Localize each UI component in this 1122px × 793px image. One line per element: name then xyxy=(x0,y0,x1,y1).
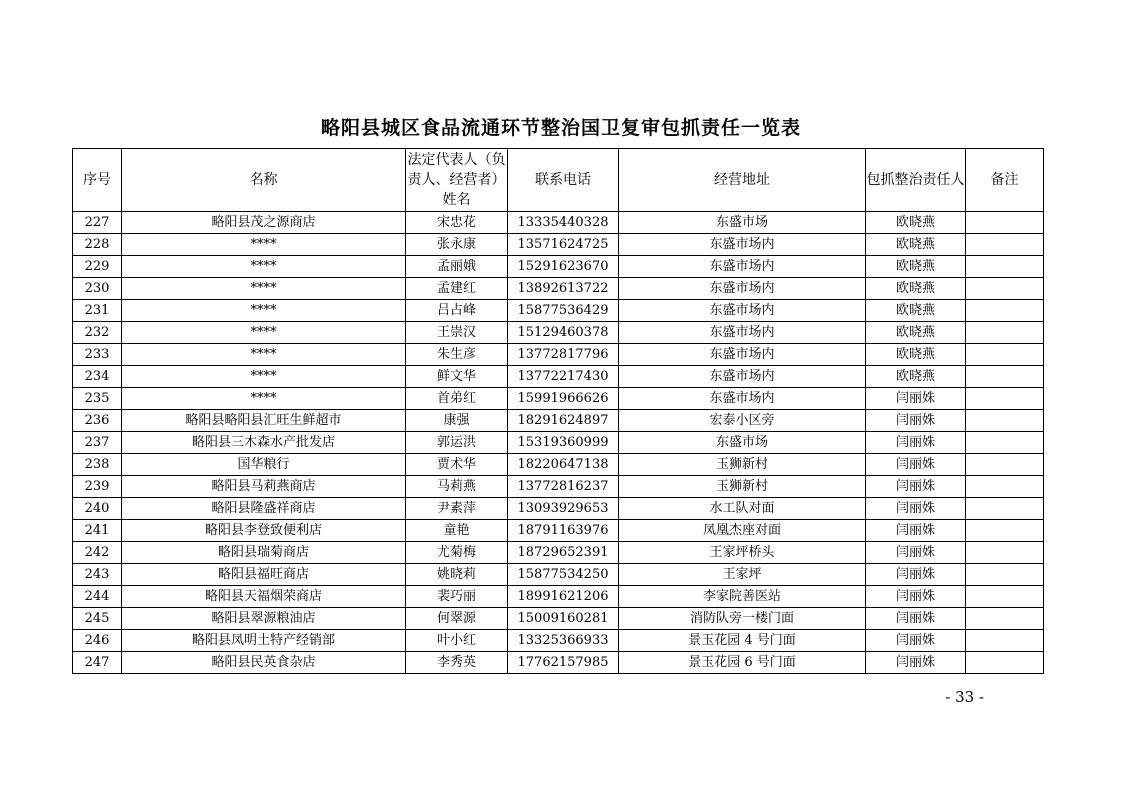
table-row xyxy=(73,366,1044,388)
cell-remark xyxy=(966,498,1044,520)
table-row xyxy=(73,388,1044,410)
cell-name: 略阳县马莉燕商店 xyxy=(122,476,406,498)
cell-name: **** xyxy=(122,256,406,278)
cell-address: 东盛市场内 xyxy=(619,256,866,278)
cell-representative: 贾术华 xyxy=(406,454,508,476)
cell-address: 东盛市场 xyxy=(619,432,866,454)
cell-phone: 15291623670 xyxy=(508,256,619,278)
cell-responsible: 闫丽姝 xyxy=(866,476,966,498)
cell-seq: 246 xyxy=(73,630,122,652)
cell-representative: 童艳 xyxy=(406,520,508,542)
table-row xyxy=(73,432,1044,454)
cell-remark xyxy=(966,652,1044,674)
cell-phone: 15877536429 xyxy=(508,300,619,322)
cell-seq: 239 xyxy=(73,476,122,498)
cell-responsible: 欧晓燕 xyxy=(866,344,966,366)
cell-seq: 232 xyxy=(73,322,122,344)
cell-phone: 13571624725 xyxy=(508,234,619,256)
cell-seq: 227 xyxy=(73,212,122,234)
cell-representative: 李秀英 xyxy=(406,652,508,674)
cell-seq: 247 xyxy=(73,652,122,674)
cell-address: 东盛市场 xyxy=(619,212,866,234)
page-number: - 33 - xyxy=(945,688,984,706)
cell-name: 略阳县略阳县汇旺生鲜超市 xyxy=(122,410,406,432)
cell-responsible: 闫丽姝 xyxy=(866,608,966,630)
cell-name: 略阳县三木森水产批发店 xyxy=(122,432,406,454)
cell-phone: 13892613722 xyxy=(508,278,619,300)
cell-responsible: 闫丽姝 xyxy=(866,652,966,674)
header-seq: 序号 xyxy=(73,149,122,212)
cell-phone: 18729652391 xyxy=(508,542,619,564)
cell-remark xyxy=(966,608,1044,630)
cell-responsible: 闫丽姝 xyxy=(866,564,966,586)
cell-seq: 238 xyxy=(73,454,122,476)
cell-remark xyxy=(966,432,1044,454)
table-row xyxy=(73,212,1044,234)
cell-representative: 张永康 xyxy=(406,234,508,256)
cell-name: **** xyxy=(122,344,406,366)
cell-seq: 240 xyxy=(73,498,122,520)
cell-representative: 孟丽娥 xyxy=(406,256,508,278)
cell-responsible: 欧晓燕 xyxy=(866,322,966,344)
cell-remark xyxy=(966,278,1044,300)
cell-representative: 姚晓莉 xyxy=(406,564,508,586)
cell-address: 景玉花园 6 号门面 xyxy=(619,652,866,674)
cell-responsible: 欧晓燕 xyxy=(866,212,966,234)
table-row xyxy=(73,498,1044,520)
cell-name: 略阳县瑞菊商店 xyxy=(122,542,406,564)
cell-remark xyxy=(966,520,1044,542)
table-row xyxy=(73,564,1044,586)
cell-representative: 郭运洪 xyxy=(406,432,508,454)
table-row xyxy=(73,586,1044,608)
cell-responsible: 闫丽姝 xyxy=(866,498,966,520)
table-row xyxy=(73,322,1044,344)
cell-phone: 13772217430 xyxy=(508,366,619,388)
cell-representative: 朱生彦 xyxy=(406,344,508,366)
cell-responsible: 欧晓燕 xyxy=(866,300,966,322)
cell-remark xyxy=(966,410,1044,432)
table-row xyxy=(73,542,1044,564)
cell-responsible: 闫丽姝 xyxy=(866,410,966,432)
cell-responsible: 欧晓燕 xyxy=(866,366,966,388)
cell-representative: 王崇汉 xyxy=(406,322,508,344)
cell-seq: 243 xyxy=(73,564,122,586)
header-phone: 联系电话 xyxy=(508,149,619,212)
responsibility-table xyxy=(72,148,1044,674)
cell-address: 东盛市场内 xyxy=(619,300,866,322)
cell-phone: 18220647138 xyxy=(508,454,619,476)
cell-phone: 15991966626 xyxy=(508,388,619,410)
cell-phone: 13772817796 xyxy=(508,344,619,366)
cell-remark xyxy=(966,212,1044,234)
cell-address: 东盛市场内 xyxy=(619,278,866,300)
cell-responsible: 欧晓燕 xyxy=(866,256,966,278)
header-row xyxy=(73,149,1044,212)
cell-phone: 13772816237 xyxy=(508,476,619,498)
cell-remark xyxy=(966,300,1044,322)
cell-representative: 康强 xyxy=(406,410,508,432)
table-row xyxy=(73,652,1044,674)
cell-phone: 15877534250 xyxy=(508,564,619,586)
cell-address: 宏泰小区旁 xyxy=(619,410,866,432)
header-remark: 备注 xyxy=(966,149,1044,212)
cell-responsible: 欧晓燕 xyxy=(866,278,966,300)
table-row xyxy=(73,520,1044,542)
cell-address: 消防队旁一楼门面 xyxy=(619,608,866,630)
cell-name: 略阳县隆盛祥商店 xyxy=(122,498,406,520)
table-row xyxy=(73,476,1044,498)
cell-phone: 18991621206 xyxy=(508,586,619,608)
header-name: 名称 xyxy=(122,149,406,212)
cell-phone: 18291624897 xyxy=(508,410,619,432)
cell-address: 东盛市场内 xyxy=(619,388,866,410)
cell-seq: 233 xyxy=(73,344,122,366)
cell-seq: 231 xyxy=(73,300,122,322)
cell-seq: 234 xyxy=(73,366,122,388)
cell-responsible: 闫丽姝 xyxy=(866,388,966,410)
cell-phone: 13335440328 xyxy=(508,212,619,234)
cell-name: 略阳县民英食杂店 xyxy=(122,652,406,674)
cell-remark xyxy=(966,366,1044,388)
header-address: 经营地址 xyxy=(619,149,866,212)
cell-seq: 244 xyxy=(73,586,122,608)
cell-name: 略阳县福旺商店 xyxy=(122,564,406,586)
cell-representative: 鲜文华 xyxy=(406,366,508,388)
cell-seq: 241 xyxy=(73,520,122,542)
cell-seq: 235 xyxy=(73,388,122,410)
table-row xyxy=(73,608,1044,630)
table-row xyxy=(73,300,1044,322)
cell-seq: 230 xyxy=(73,278,122,300)
cell-name: 略阳县凤明土特产经销部 xyxy=(122,630,406,652)
cell-address: 东盛市场内 xyxy=(619,366,866,388)
cell-name: **** xyxy=(122,388,406,410)
table-row xyxy=(73,344,1044,366)
cell-representative: 尤菊梅 xyxy=(406,542,508,564)
cell-phone: 13325366933 xyxy=(508,630,619,652)
cell-remark xyxy=(966,630,1044,652)
cell-address: 凤凰杰座对面 xyxy=(619,520,866,542)
table-body xyxy=(73,212,1044,674)
cell-name: 略阳县翠源粮油店 xyxy=(122,608,406,630)
cell-name: 国华粮行 xyxy=(122,454,406,476)
cell-phone: 18791163976 xyxy=(508,520,619,542)
cell-name: **** xyxy=(122,234,406,256)
cell-remark xyxy=(966,586,1044,608)
cell-responsible: 闫丽姝 xyxy=(866,454,966,476)
table-row xyxy=(73,630,1044,652)
cell-responsible: 闫丽姝 xyxy=(866,520,966,542)
cell-phone: 15129460378 xyxy=(508,322,619,344)
cell-representative: 叶小红 xyxy=(406,630,508,652)
cell-name: 略阳县李登致便利店 xyxy=(122,520,406,542)
cell-address: 水工队对面 xyxy=(619,498,866,520)
cell-seq: 245 xyxy=(73,608,122,630)
cell-remark xyxy=(966,344,1044,366)
cell-phone: 15319360999 xyxy=(508,432,619,454)
cell-name: **** xyxy=(122,278,406,300)
cell-seq: 236 xyxy=(73,410,122,432)
cell-name: 略阳县天福烟荣商店 xyxy=(122,586,406,608)
cell-remark xyxy=(966,256,1044,278)
cell-representative: 尹素萍 xyxy=(406,498,508,520)
cell-address: 玉狮新村 xyxy=(619,454,866,476)
cell-name: **** xyxy=(122,322,406,344)
cell-address: 李家院善医站 xyxy=(619,586,866,608)
cell-remark xyxy=(966,388,1044,410)
cell-representative: 何翠源 xyxy=(406,608,508,630)
cell-remark xyxy=(966,454,1044,476)
cell-representative: 孟建红 xyxy=(406,278,508,300)
cell-remark xyxy=(966,564,1044,586)
cell-representative: 首弟红 xyxy=(406,388,508,410)
cell-address: 景玉花园 4 号门面 xyxy=(619,630,866,652)
cell-remark xyxy=(966,542,1044,564)
cell-seq: 237 xyxy=(73,432,122,454)
cell-seq: 229 xyxy=(73,256,122,278)
cell-seq: 228 xyxy=(73,234,122,256)
cell-address: 王家坪 xyxy=(619,564,866,586)
cell-phone: 17762157985 xyxy=(508,652,619,674)
cell-address: 王家坪桥头 xyxy=(619,542,866,564)
cell-representative: 宋忠花 xyxy=(406,212,508,234)
cell-name: **** xyxy=(122,366,406,388)
cell-responsible: 闫丽姝 xyxy=(866,586,966,608)
cell-phone: 15009160281 xyxy=(508,608,619,630)
table-row xyxy=(73,234,1044,256)
cell-remark xyxy=(966,322,1044,344)
cell-address: 东盛市场内 xyxy=(619,344,866,366)
cell-representative: 马莉燕 xyxy=(406,476,508,498)
cell-responsible: 欧晓燕 xyxy=(866,234,966,256)
cell-responsible: 闫丽姝 xyxy=(866,542,966,564)
cell-address: 东盛市场内 xyxy=(619,234,866,256)
cell-name: 略阳县茂之源商店 xyxy=(122,212,406,234)
cell-address: 玉狮新村 xyxy=(619,476,866,498)
header-responsible: 包抓整治责任人 xyxy=(866,149,966,212)
cell-representative: 吕占峰 xyxy=(406,300,508,322)
table-row xyxy=(73,278,1044,300)
cell-phone: 13093929653 xyxy=(508,498,619,520)
table-row xyxy=(73,454,1044,476)
header-representative: 法定代表人（负责人、经营者）姓名 xyxy=(406,149,508,212)
cell-seq: 242 xyxy=(73,542,122,564)
cell-remark xyxy=(966,234,1044,256)
page-title: 略阳县城区食品流通环节整治国卫复审包抓责任一览表 xyxy=(320,117,801,139)
cell-name: **** xyxy=(122,300,406,322)
cell-address: 东盛市场内 xyxy=(619,322,866,344)
cell-responsible: 闫丽姝 xyxy=(866,630,966,652)
cell-responsible: 闫丽姝 xyxy=(866,432,966,454)
cell-representative: 裴巧丽 xyxy=(406,586,508,608)
table-row xyxy=(73,410,1044,432)
table-row xyxy=(73,256,1044,278)
cell-remark xyxy=(966,476,1044,498)
